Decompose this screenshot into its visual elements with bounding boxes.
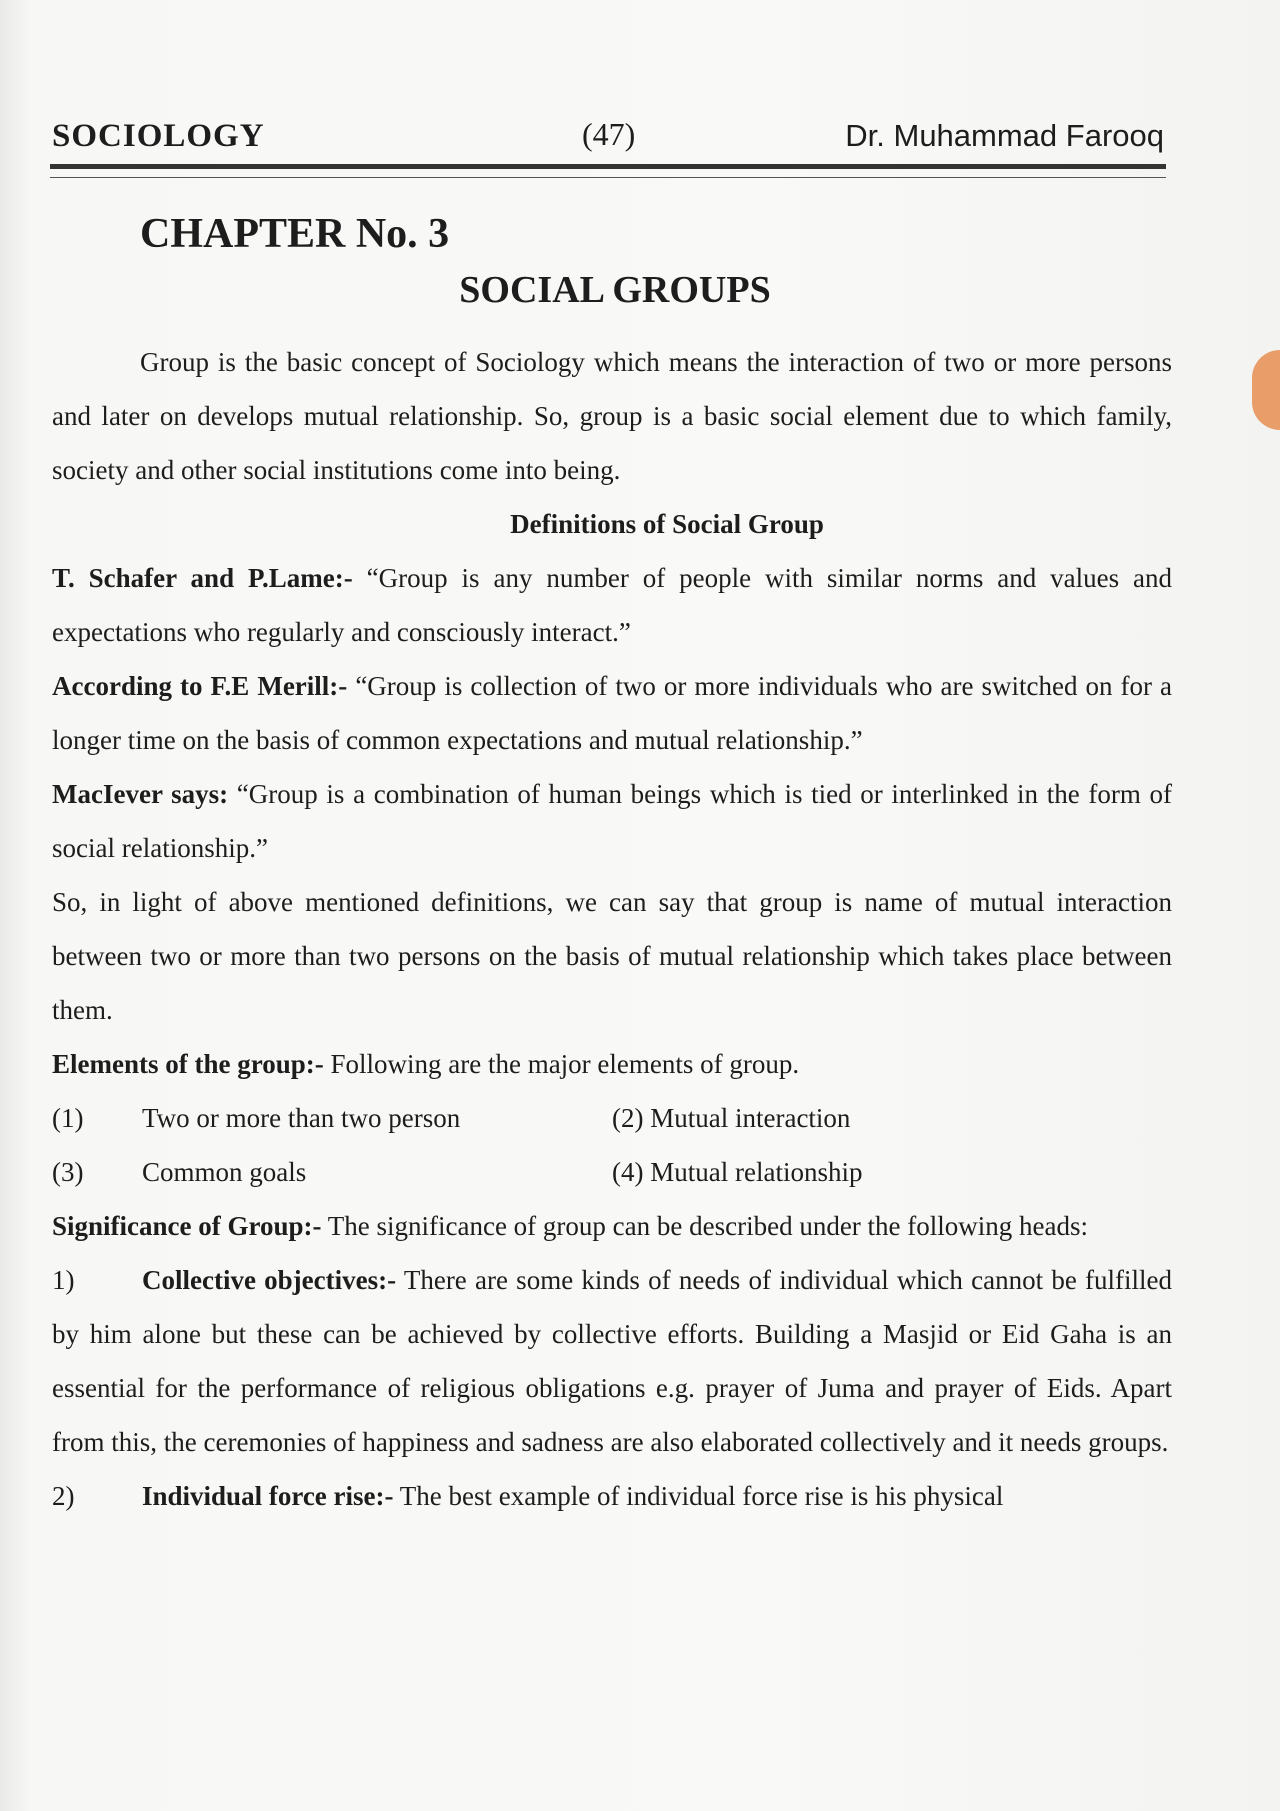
definition-2 bbox=[52, 659, 1172, 767]
element-text: Two or more than two person bbox=[142, 1103, 461, 1133]
chapter-number: CHAPTER No. 3 bbox=[140, 211, 450, 257]
point-label: Collective objectives:- bbox=[142, 1265, 397, 1295]
element-text: Mutual relationship bbox=[650, 1157, 863, 1187]
intro-paragraph: Group is the basic concept of Sociology which means the interaction of two or more persons and later on develops mutual relationship. So, group is a basic social element due to which family, society and other social institutions come into being. bbox=[52, 347, 1172, 485]
significance-label: Significance of Group:- bbox=[52, 1211, 322, 1241]
definition-2-text: “Group is collection of two or more individuals who are switched on for a longer time on the basis of common expectations and mutual relationship.” bbox=[52, 671, 1173, 755]
definitions-heading: Definitions of Social Group bbox=[510, 509, 824, 539]
definition-1-label: T. Schafer and P.Lame:- bbox=[52, 563, 353, 593]
subject-title: SOCIOLOGY bbox=[52, 118, 265, 154]
definition-2-label: According to F.E Merill:- bbox=[52, 671, 348, 701]
significance-intro bbox=[52, 1199, 1172, 1253]
elements-intro bbox=[52, 1037, 1172, 1091]
elements-list bbox=[52, 1091, 1172, 1199]
element-item-4 bbox=[612, 1145, 1172, 1199]
elements-label: Elements of the group:- bbox=[52, 1049, 324, 1079]
point-text: The best example of individual force rise is his physical bbox=[399, 1481, 1004, 1511]
element-text: Common goals bbox=[142, 1157, 307, 1187]
definition-3-text: “Group is a combination of human beings which is tied or interlinked in the form of social relationship.” bbox=[52, 779, 1173, 863]
definition-3 bbox=[52, 767, 1172, 875]
page-header bbox=[52, 112, 1164, 168]
element-item-2 bbox=[612, 1091, 1172, 1145]
element-number: (3) bbox=[52, 1157, 84, 1187]
definition-3-label: MacIever says: bbox=[52, 779, 229, 809]
element-number: (4) bbox=[612, 1157, 644, 1187]
header-rule bbox=[50, 164, 1166, 178]
definition-1 bbox=[52, 551, 1172, 659]
definition-1-text: “Group is any number of people with similar norms and values and expectations who regularly and consciously interact.” bbox=[52, 563, 1172, 647]
point-number: 2) bbox=[52, 1481, 75, 1511]
page-number: (47) bbox=[582, 116, 636, 152]
conclusion-paragraph: So, in light of above mentioned definitions, we can say that group is name of mutual interaction between two or more than two persons on the basis of mutual relationship which takes place between them. bbox=[52, 887, 1172, 1025]
point-text: There are some kinds of needs of individual which cannot be fulfilled by him alone but these can be achieved by collective efforts. Building a Masjid or Eid Gaha is an essential for the performance of religious obligations e.g. prayer of Juma and prayer of Eids. Apart from this, the ceremonies of happiness and sadness are also elaborated collectively and it needs groups. bbox=[52, 1265, 1172, 1457]
page-body bbox=[52, 335, 1172, 1523]
point-number: 1) bbox=[52, 1265, 75, 1295]
elements-text: Following are the major elements of group. bbox=[330, 1049, 800, 1079]
significance-text: The significance of group can be described under the following heads: bbox=[327, 1211, 1088, 1241]
author-name: Dr. Muhammad Farooq bbox=[845, 118, 1164, 153]
significance-point-1 bbox=[52, 1253, 1172, 1469]
element-text: Mutual interaction bbox=[650, 1103, 851, 1133]
chapter-title: SOCIAL GROUPS bbox=[459, 269, 771, 311]
element-number: (2) bbox=[612, 1103, 644, 1133]
page-edge-mark bbox=[1252, 350, 1280, 430]
point-label: Individual force rise:- bbox=[142, 1481, 394, 1511]
significance-point-2 bbox=[52, 1469, 1172, 1523]
element-number: (1) bbox=[52, 1103, 84, 1133]
